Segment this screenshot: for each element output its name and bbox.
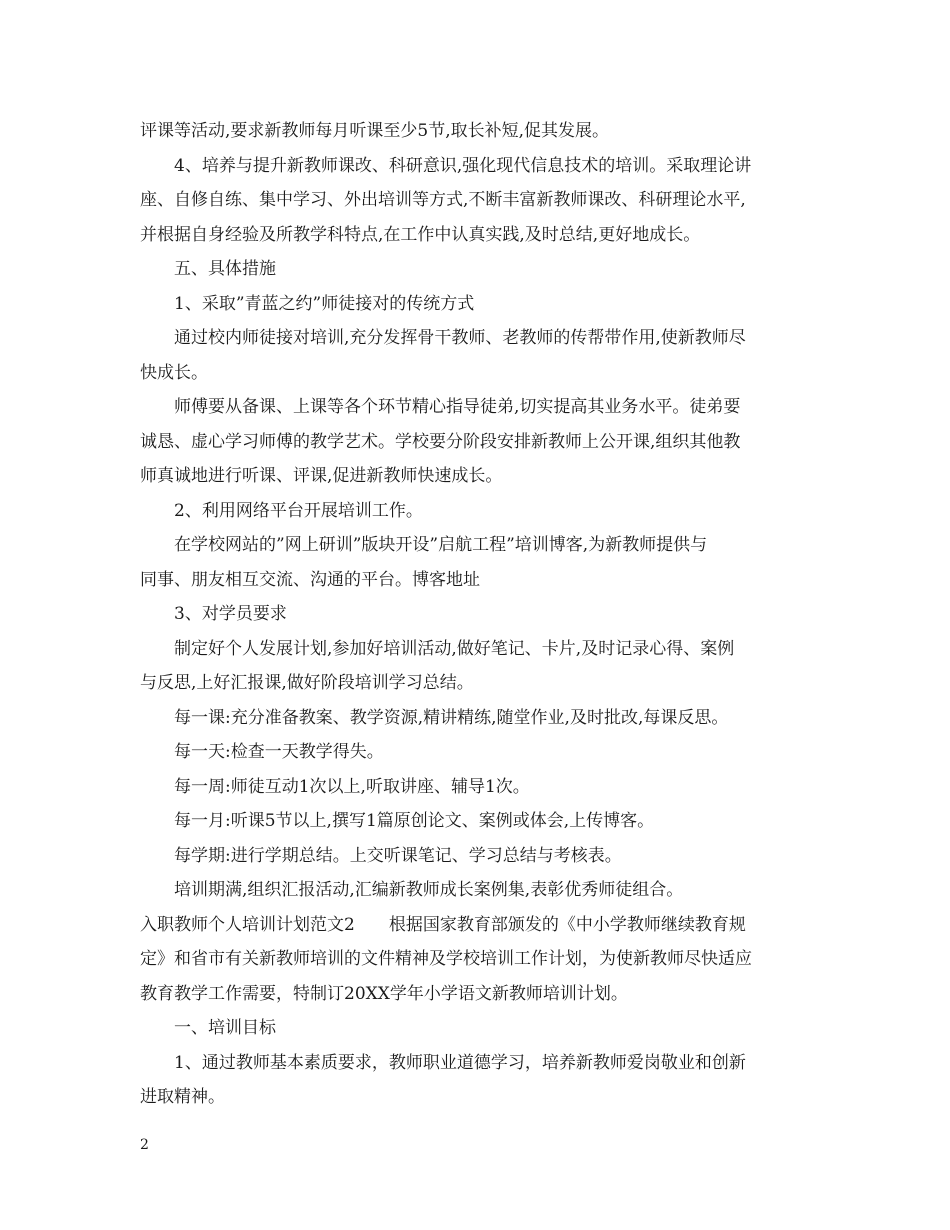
text-line: 每一周:师徒互动1次以上,听取讲座、辅导1次。: [174, 776, 530, 797]
text-line: 在学校网站的”网上研训”版块开设”启航工程”培训博客,为新教师提供与: [174, 535, 708, 555]
text-line: 进取精神。: [140, 1087, 225, 1107]
text-line: 培训期满,组织汇报活动,汇编新教师成长案例集,表彰优秀师徒组合。: [174, 880, 684, 900]
text-line: 快成长。: [140, 362, 208, 383]
text-line: 每一月:听课5节以上,撰写1篇原创论文、案例或体会,上传博客。: [174, 811, 655, 831]
section-heading: 一、培训目标: [174, 1018, 276, 1038]
text-line: 通过校内师徒接对培训,充分发挥骨干教师、老教师的传帮带作用,使新教师尽: [174, 328, 746, 348]
subsection-heading: 3、对学员要求: [174, 604, 287, 624]
text-line: 1、通过教师基本素质要求，教师职业道德学习，培养新教师爱岗敬业和创新: [174, 1052, 746, 1073]
text-line: 座、自修自练、集中学习、外出培训等方式,不断丰富新教师课改、科研理论水平,: [140, 190, 746, 210]
text-line: 每一课:充分准备教案、教学资源,精讲精练,随堂作业,及时批改,每课反思。: [174, 707, 729, 728]
subsection-heading: 2、利用网络平台开展培训工作。: [174, 500, 423, 521]
text-line: 每学期:进行学期总结。上交听课笔记、学习总结与考核表。: [174, 845, 622, 866]
text-line: 每一天:检查一天教学得失。: [174, 742, 384, 762]
text-line: 同事、朋友相互交流、沟通的平台。博客地址: [140, 569, 480, 590]
text-line: 评课等活动,要求新教师每月听课至少5节,取长补短,促其发展。: [140, 121, 610, 141]
text-line: 师真诚地进行听课、评课,促进新教师快速成长。: [140, 466, 503, 486]
text-line: 师傅要从备课、上课等各个环节精心指导徒弟,切实提高其业务水平。徒弟要: [174, 397, 741, 417]
text-line: 诚恳、虚心学习师傅的教学艺术。学校要分阶段安排新教师上公开课,组织其他教: [140, 431, 741, 452]
text-line: 制定好个人发展计划,参加好培训活动,做好笔记、卡片,及时记录心得、案例: [174, 638, 735, 659]
text-line: 并根据自身经验及所教学科特点,在工作中认真实践,及时总结,更好地成长。: [140, 224, 701, 245]
document-body: [140, 114, 812, 1115]
section-heading: 五、具体措施: [174, 259, 276, 279]
text-line: 入职教师个人培训计划范文2 根据国家教育部颁发的《中小学教师继续教育规: [140, 914, 746, 935]
subsection-heading: 1、采取”青蓝之约”师徒接对的传统方式: [174, 293, 475, 314]
page-number: 2: [140, 1137, 149, 1153]
text-line: 4、培养与提升新教师课改、科研意识,强化现代信息技术的培训。采取理论讲: [174, 155, 752, 176]
text-line: 与反思,上好汇报课,做好阶段培训学习总结。: [140, 673, 474, 693]
text-line: 教育教学工作需要，特制订20XX学年小学语文新教师培训计划。: [140, 983, 628, 1004]
text-line: 定》和省市有关新教师培训的文件精神及学校培训工作计划，为使新教师尽快适应: [140, 949, 752, 969]
